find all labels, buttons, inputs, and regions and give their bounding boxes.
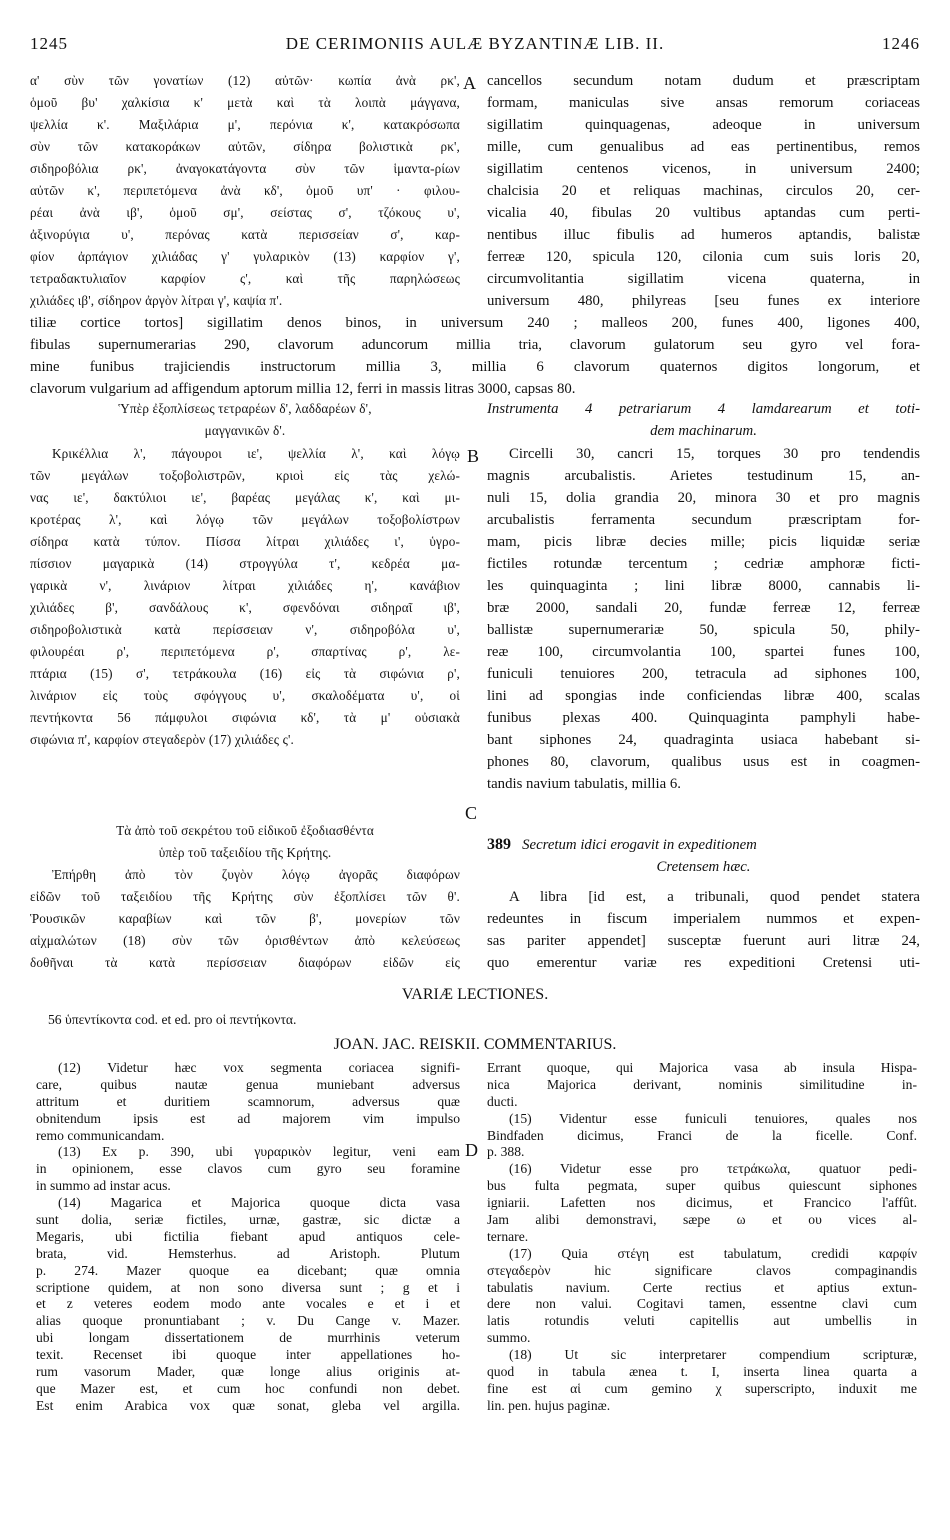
latin-line: vicalia 40, fibulas 20 vultibus aptandas cum perti-	[487, 205, 920, 221]
greek-line: χιλιάδες ιβ', σίδηρον ἀργὸν λίτραι γ', καψία π'.	[30, 293, 283, 308]
latin-line: formam, maniculas sive ansas remorum coriaceas	[487, 95, 920, 111]
latin-line: mine funibus trajiciendis instructorum millia 3, millia 6 clavorum quaternos digitos longorum, et	[30, 359, 920, 375]
commentary-line: lin. pen. hujus paginæ.	[487, 1397, 611, 1413]
margin-letter-b: B	[467, 446, 480, 466]
latin-line: quo emerentur variæ res expeditioni Cretensi uti-	[487, 955, 920, 971]
commentary-line: tabulatis navium. Certe rectius et aptius extun-	[487, 1279, 917, 1295]
latin-heading-line	[487, 834, 920, 856]
latin-line: A libra [id est, a tribunali, quod pendet statera	[509, 889, 920, 905]
greek-text-top	[30, 70, 460, 312]
latin-heading-line: Cretensem hæc.	[656, 859, 751, 875]
margin-letter-a: A	[463, 73, 476, 93]
latin-line: les quinquaginta ; lini libræ 8000, cannabis li-	[487, 578, 920, 594]
latin-line: nuli 15, dolia grandia 20, minora 30 et pro magnis	[487, 490, 920, 506]
commentary-line: et z veteres eodem modo ante vocales e et i et	[36, 1296, 460, 1312]
greek-line: τετραδακτυλιαῖον καρφίον ς', καὶ τῆς παρηλώσεως	[30, 271, 460, 286]
latin-heading-text: Secretum idici erogavit in expeditionem	[522, 837, 757, 853]
latin-heading-instruments	[487, 398, 920, 442]
greek-line: αὐτῶν κ', περιπετόμενα ἀνὰ κδ', ὁμοῦ υπ' · φιλου-	[30, 183, 460, 198]
commentary-line: ternare.	[487, 1228, 529, 1244]
greek-line: λινάριον εἰς τοὺς σφόγγους υ', σκαλοδέματα υ', οἱ	[30, 688, 460, 703]
commentary-line: (12) Videtur hæc vox segmenta coriacea signifi-	[58, 1060, 460, 1075]
commentary-line: ducti.	[487, 1093, 518, 1109]
commentary-line: care, quibus nautæ genua muniebant adversus	[36, 1076, 460, 1092]
commentary-line: Megaris, ubi fictilia fiebant apud antiquos cele-	[36, 1228, 460, 1244]
latin-line: ballistæ supernumerariæ 50, spicula 50, phily-	[487, 622, 920, 638]
latin-heading-line: Instrumenta 4 petrariarum 4 lamdarearum et toti-	[487, 401, 920, 417]
page-number-left: 1245	[30, 34, 68, 53]
latin-line: universum 480, philyreas [seu funes ex interiore	[487, 293, 920, 309]
latin-line: fibulas supernumerarias 290, clavorum aduncorum millia tria, clavorum gulatorum seu gyro vel fora-	[30, 337, 920, 353]
greek-line: Κρικέλλια λ', πάγουροι ιε', ψελλία λ', καὶ λόγῳ	[52, 446, 460, 461]
commentary-line: que Mazer est, et cum hoc confundi non debet.	[36, 1380, 460, 1396]
commentary-line: sunt dolia, seriæ fictiles, urnæ, gastræ, sic dictæ a	[36, 1212, 460, 1228]
latin-line: sigillatim centenos vicenos, in universum 2400;	[487, 161, 920, 177]
latin-line: funiculi tenuiores 200, tetracula ad siphones 100,	[487, 666, 920, 682]
commentary-line: (14) Magarica et Majorica quoque dicta vasa	[58, 1195, 460, 1211]
latin-line: clavorum vulgarium ad affigendum aptorum millia 12, ferri in massis litras 3000, capsas 80.	[30, 381, 576, 397]
latin-line: arcubalistis ferramenta secundum præscriptam for-	[487, 512, 920, 528]
greek-text-lower	[30, 864, 460, 974]
latin-line: lini ad spongias inde conficiendas libræ 400, scalas	[487, 688, 920, 704]
commentary-line: Est enim Arabica vox quæ sonat, gleba vel argilla.	[36, 1397, 460, 1413]
commentary-line: scriptione quidem, at non sono diversa sunt ; g et i	[36, 1279, 460, 1295]
latin-line: circumvolitantia sigillatim vicena quaterna, in	[487, 271, 920, 287]
commentary-line: in opinionem, esse clavos cum gyro seu foramine	[36, 1161, 460, 1177]
latin-line: tandis navium tabulatis, millia 6.	[487, 776, 681, 792]
greek-line: νας ιε', δακτύλιοι ιε', βαρέας μεγάλας κ', καὶ μι-	[30, 490, 460, 505]
greek-line: ἀξινορύγια υ', περόνας κατὰ περισσείαν σ', καρ-	[30, 227, 460, 242]
greek-line: σιδηροβόλια ρκ', ἀναγοκατάγοντα σὺν τῶν ἱμαντα-ρίων	[30, 161, 460, 176]
commentary-line: remo communicandam.	[36, 1127, 165, 1143]
commentary-right-column	[487, 1060, 917, 1415]
greek-line: ψελλία κ'. Μαξιλάρια μ', περόνια κ', κατακρόσωπα	[30, 117, 460, 132]
greek-line: πεντήκοντα 56 πάμφυλοι σιφώνια κδ', τὰ μ' οὐσιακὰ	[30, 710, 460, 725]
commentary-line: (13) Ex p. 390, ubi γυραρικὸν legitur, veni eam	[58, 1144, 460, 1160]
commentary-line: quod in tabula ænea t. I, inserta linea quarta a	[487, 1364, 917, 1380]
latin-line: sas pariter appendet] susceptæ fuerunt auri litræ 24,	[487, 933, 920, 949]
latin-line: magnis arcubalistis. Arietes testudinum 15, an-	[487, 468, 920, 484]
latin-line: nentibus illuc fibulis ad humeros aptandis, balistæ	[487, 227, 920, 243]
commentary-line: Jam alibi demonstravi, sæpe ω et ου vices al-	[487, 1212, 917, 1228]
commentary-line: in summo ad instar acus.	[36, 1178, 171, 1194]
latin-line: funibus plexas 400. Quinquaginta pamphyli habe-	[487, 710, 920, 726]
greek-line: αἰχμαλώτων (18) σὺν τῶν ὁρισθέντων ἀπὸ κελεύσεως	[30, 933, 460, 948]
greek-line: σιφώνια π', καρφίον στεγαδερὸν (17) χιλιάδες ς'.	[30, 732, 294, 747]
section-number: 389	[487, 836, 511, 853]
commentary-line: nica Majorica derivant, nominis similitudine in-	[487, 1076, 917, 1092]
latin-text-middle	[487, 443, 920, 795]
greek-line: φιλουρέαι ρ', περιπετόμενα ρ', σπαρτίνας ρ', λε-	[30, 644, 460, 659]
commentary-line: dere non valui. Cogitavi tamen, essentne clavi cum	[487, 1296, 917, 1312]
latin-line: bant siphones 24, quadraginta usiaca habebant si-	[487, 732, 920, 748]
commentary-line: στεγαδερὸν hic significare clavos compaginandis	[487, 1262, 917, 1278]
latin-heading-line: dem machinarum.	[650, 423, 757, 439]
greek-line: εἰδῶν τοῦ ταξειδίου τῆς Κρήτης σὺν ἐξοπλίσει τῶν θ'.	[30, 889, 460, 904]
greek-heading-secretum	[30, 820, 460, 864]
commentary-line: p. 388.	[487, 1144, 525, 1160]
greek-line: φίον ἀρπάγιον χιλιάδας γ' γυλαρικὸν (13) καρφίον γ',	[30, 249, 460, 264]
greek-line: χιλιάδες β', σανδάλους κ', σφενδόναι σιδηραῖ ιβ',	[30, 600, 460, 615]
commentary-line: (15) Videntur esse funiculi tenuiores, quales nos	[509, 1110, 917, 1126]
commentary-line: attritum et duritiem scamnorum, adversus quæ	[36, 1093, 460, 1109]
commentary-line: alias quoque pronuntiabant ; v. Du Cange v. Mazer.	[36, 1313, 460, 1329]
latin-line: reæ 100, circumvolantia 100, spartei funes 100,	[487, 644, 920, 660]
latin-heading-secretum	[487, 834, 920, 878]
variae-lectiones-heading: VARIÆ LECTIONES.	[401, 986, 549, 1003]
latin-line: bræ 2000, sandali 20, fundæ ferreæ 12, ferreæ	[487, 600, 920, 616]
commentary-left-column	[36, 1060, 460, 1415]
greek-line: ὁμοῦ βυ' χαλκίσια κ' μετὰ καὶ τὰ λοιπὰ μάγγανα,	[30, 95, 460, 110]
commentary-line: ubi longam dissertationem de murrhinis veterum	[36, 1330, 460, 1346]
greek-line: Ἐπήρθη ἀπὸ τὸν ζυγὸν λόγῳ ἀγορᾶς διαφόρων	[52, 867, 460, 882]
greek-line: πίσσιον μαγαρικὰ (14) στρογγύλα τ', κεδρέα μα-	[30, 556, 460, 571]
running-title: DE CERIMONIIS AULÆ BYZANTINÆ LIB. II.	[285, 34, 665, 53]
commentary-line: p. 274. Mazer quoque ea dicebant; quæ omnia	[36, 1262, 460, 1278]
greek-line: γαρικὰ ν', λινάριον λίτραι χιλιάδες η', κανάβιον	[30, 578, 460, 593]
greek-line: ρέαι ἀνὰ ιβ', ὁμοῦ σμ', σείστας σ', τζόκους υ',	[30, 205, 460, 220]
commentary-line: texit. Recenset ibi quoque inter appellationes ho-	[36, 1347, 460, 1363]
commentary-line: summo.	[487, 1330, 531, 1346]
latin-line: mille, cum genualibus ad eas pertinentibus, remos	[487, 139, 920, 155]
latin-text-lower	[487, 886, 920, 974]
greek-heading-line: Τὰ ἀπὸ τοῦ σεκρέτου τοῦ εἰδικοῦ ἐξοδιασθέντα	[116, 823, 374, 838]
commentary-line: (17) Quia στέγη est tabulatum, credidi καρφίν	[509, 1245, 917, 1261]
page-number-right: 1246	[882, 34, 920, 53]
commentary-line: fine est αἱ cum gemino χ superscripto, induxit me	[487, 1380, 917, 1396]
greek-line: Ῥουσικῶν καραβίων καὶ τῶν β', μονερίων τῶν	[30, 911, 460, 926]
latin-line: ferreæ 120, spicula 120, cilonia cum suis loris 20,	[487, 249, 920, 265]
latin-line: mam, picis libræ decies mille; picis liquidæ seriæ	[487, 534, 920, 550]
commentary-line: igniarii. Lafetten nos dicimus, et Francico l'affût.	[487, 1195, 917, 1211]
greek-heading-line: Ὑπὲρ ἐξοπλίσεως τετραρέων δ', λαδδαρέων δ',	[118, 401, 372, 416]
greek-text-middle	[30, 443, 460, 751]
latin-line: sigillatim quinquagenas, adeoque in universum	[487, 117, 920, 133]
latin-line: phones 80, clavorum, qualibus usus est in coagmen-	[487, 754, 920, 770]
margin-letter-d: D	[465, 1140, 478, 1160]
greek-heading-instruments	[30, 398, 460, 442]
greek-line: σίδηρα κατὰ τύπον. Πίσσα λίτραι χιλιάδες ι', ὑγρο-	[30, 534, 460, 549]
commentary-line: Bindfaden dicimus, Franci de la ficelle. Conf.	[487, 1127, 917, 1143]
latin-text-top	[487, 70, 920, 312]
latin-line: cancellos secundum notam dudum et præscriptam	[487, 73, 920, 89]
commentary-line: brata, vid. Hemsterhus. ad Aristoph. Plutum	[36, 1245, 460, 1261]
latin-line: tiliæ cortice tortos] sigillatim denos binos, in universum 240 ; malleos 200, funes 400, ligones 400,	[30, 315, 920, 331]
latin-line: fictiles rotundæ tercentum ; cedriæ amphoræ ficti-	[487, 556, 920, 572]
margin-letter-c: C	[465, 803, 478, 823]
greek-line: σιδηροβολιστικὰ κατὰ περίσσειαν ν', σιδηροβόλα υ',	[30, 622, 460, 637]
greek-line: κροτέρας λ', καὶ λόγῳ τῶν μεγάλων τοξοβολίστρων	[30, 512, 460, 527]
greek-line: σὺν τῶν κατακοράκων αὐτῶν, σίδηρα βολιστικὰ ρκ',	[30, 139, 460, 154]
commentary-line: bus fulta pegmata, super quibus quiescunt siphones	[487, 1178, 917, 1194]
commentary-line: (16) Videtur esse pro τετράκωλα, quatuor pedi-	[509, 1161, 917, 1177]
latin-line: chalcisia 20 et reliquas machinas, circulos 20, cer-	[487, 183, 920, 199]
commentary-line: (18) Ut sic interpretarer compendium scripturæ,	[509, 1347, 917, 1363]
greek-line: πτάρια (15) σ', τετράκουλα (16) εἰς τὰ σιφώνια ρ',	[30, 666, 460, 681]
greek-heading-line: ὑπὲρ τοῦ ταξειδίου τῆς Κρήτης.	[158, 845, 332, 860]
latin-full-width-text	[30, 312, 920, 400]
commentary-heading: JOAN. JAC. REISKII. COMMENTARIUS.	[333, 1036, 617, 1053]
running-header	[30, 34, 920, 56]
greek-line: δοθῆναι τὰ κατὰ περίσσειαν διαφόρων εἰδῶν εἰς	[30, 955, 460, 970]
greek-line: τῶν μεγάλων τοξοβολιστρῶν, κριοὶ εἰς τὰς χελώ-	[30, 468, 460, 483]
variae-lectiones-note: 56 ὑπεντίκοντα cod. et ed. pro οἱ πεντήκοντα.	[48, 1012, 297, 1027]
commentary-line: Errant quoque, qui Majorica vasa ab insula Hispa-	[487, 1060, 917, 1075]
commentary-line: rum vasorum Mader, quæ longe alius originis at-	[36, 1364, 460, 1380]
greek-line: α' σὺν τῶν γονατίων (12) αὐτῶν· κωπία ἀνὰ ρκ',	[30, 73, 460, 88]
commentary-line: latis rotundis veluti capitellis aut umbellis in	[487, 1313, 917, 1329]
latin-line: Circelli 30, cancri 15, torques 30 pro tendendis	[509, 446, 920, 462]
commentary-line: obnitendum ipsis est ad majorem vim impulso	[36, 1110, 460, 1126]
greek-heading-line: μαγγανικῶν δ'.	[204, 423, 286, 438]
latin-line: redeuntes in fiscum imperialem nummos et expen-	[487, 911, 920, 927]
